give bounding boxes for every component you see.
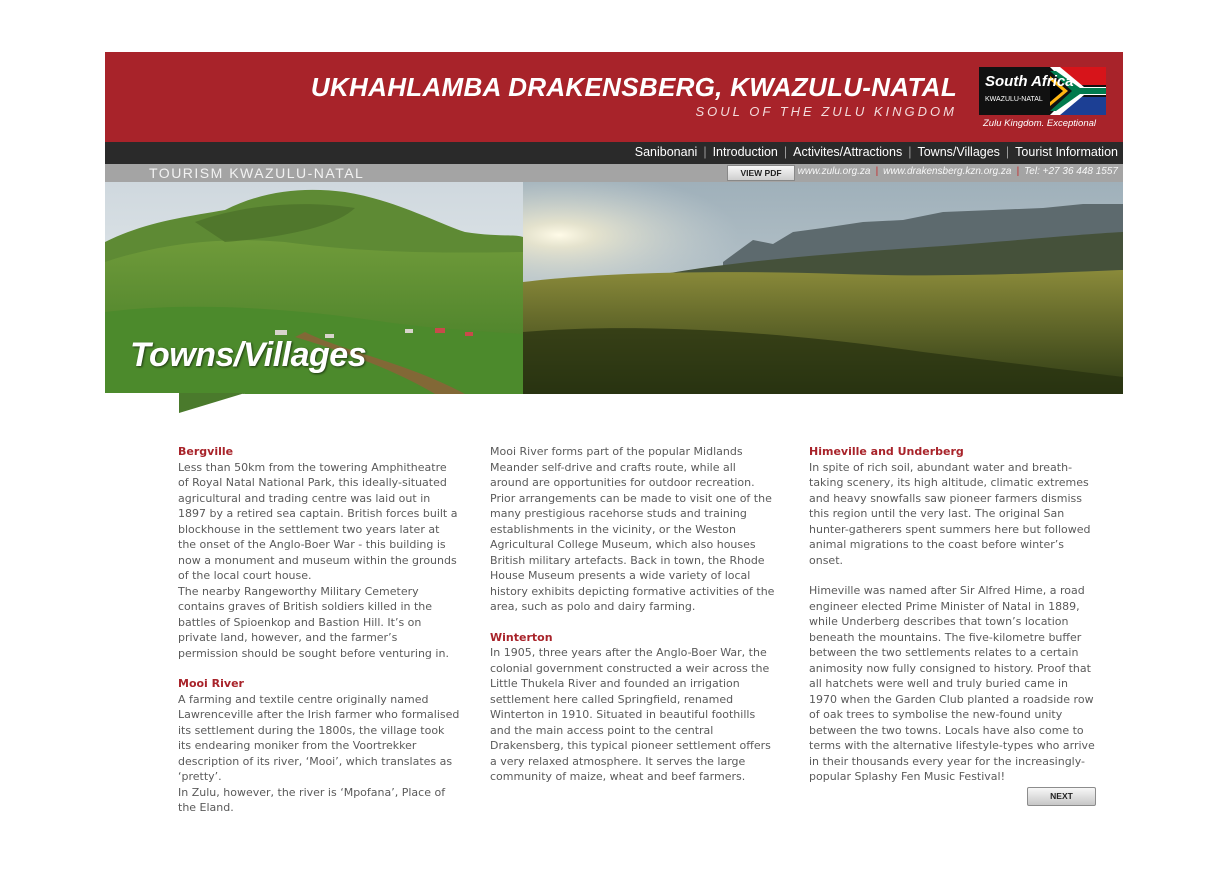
spacer bbox=[490, 615, 775, 630]
contact-divider: | bbox=[875, 166, 879, 177]
content-column-1 bbox=[178, 444, 460, 816]
hero-tab-tail bbox=[105, 393, 245, 437]
spacer bbox=[178, 661, 460, 676]
sub-bar bbox=[105, 164, 1123, 182]
section-heading-mooi-river: Mooi River bbox=[178, 677, 244, 690]
south-africa-logo[interactable] bbox=[979, 67, 1106, 131]
logo-box bbox=[979, 67, 1106, 115]
content-column-3 bbox=[809, 444, 1097, 785]
section-heading-winterton: Winterton bbox=[490, 630, 553, 644]
website-link-zulu[interactable]: www.zulu.org.za bbox=[797, 166, 871, 177]
sunset-grassland-photo bbox=[523, 182, 1123, 394]
nav-divider: | bbox=[703, 145, 707, 159]
nav-divider: | bbox=[1005, 145, 1010, 159]
logo-region-text: KWAZULU-NATAL bbox=[985, 96, 1043, 103]
nav-item-introduction[interactable]: Introduction bbox=[712, 145, 778, 159]
nav-item-activities[interactable]: Activites/Attractions bbox=[793, 145, 903, 159]
bergville-paragraph-2: The nearby Rangeworthy Military Cemetery contains graves of British soldiers killed in the battles of Spioenkop and Bastion Hill. It’s on private land, however, and the farmer’s permission should be sought before venturing in. bbox=[178, 584, 449, 660]
next-button[interactable]: NEXT bbox=[1027, 787, 1096, 806]
content-column-2 bbox=[490, 444, 775, 785]
view-pdf-button[interactable]: VIEW PDF bbox=[727, 165, 795, 181]
site-subtitle: SOUL OF THE ZULU KINGDOM bbox=[695, 104, 957, 119]
phone-number: Tel: +27 36 448 1557 bbox=[1024, 166, 1118, 177]
spacer bbox=[809, 568, 1097, 583]
nav-item-sanibonani[interactable]: Sanibonani bbox=[634, 145, 698, 159]
section-heading-bergville: Bergville bbox=[178, 445, 234, 458]
nav-divider: | bbox=[783, 145, 788, 159]
bergville-paragraph-1: Less than 50km from the towering Amphitheatre of Royal Natal National Park, this ideally-situated agricultural and trading centre was laid out in 1897 by a retired sea captain. British forces built a blockhouse in the settlement two years later at the onset of the Anglo-Boer War - this building is now a monument and museum within the grounds of the local court house. bbox=[178, 460, 458, 582]
himeville-paragraph-1: In spite of rich soil, abundant water and breath-taking scenery, its high altitude, climatic extremes and heavy snowfalls saw pioneer farmers dismiss this region until the very last. The original San hunter-gatherers spent summers here but followed animal migrations to the coast before winter’s onset. bbox=[809, 460, 1091, 567]
logo-brand-text: South Africa bbox=[985, 73, 1074, 90]
section-heading-himeville: Himeville and Underberg bbox=[809, 445, 964, 458]
site-title: UKHAHLAMBA DRAKENSBERG, KWAZULU-NATAL bbox=[310, 72, 957, 102]
contact-info bbox=[798, 166, 1118, 177]
mooi-river-paragraph-1: A farming and textile centre originally named Lawrenceville after the Irish farmer who formalised its settlement during the 1800s, the village took its endearing moniker from the Voortrekker description of its river, ‘Mooi’, which translates as ‘pretty’. bbox=[178, 692, 460, 783]
website-link-drakensberg[interactable]: www.drakensberg.kzn.org.za bbox=[883, 166, 1012, 177]
mooi-river-paragraph-3: Mooi River forms part of the popular Midlands Meander self-drive and crafts route, while all around are opportunities for outdoor recreation. Prior arrangements can be made to visit one of the many prestigious racehorse studs and training establishments in the vicinity, or the Weston Agricultural College Museum, which also houses British military artefacts. Back in town, the Rhode House Museum presents a wide variety of local history exhibits depicting formative activities of the area, such as polo and dairy farming. bbox=[490, 445, 775, 613]
nav-items bbox=[635, 145, 1118, 159]
header-banner bbox=[105, 52, 1123, 142]
nav-item-tourist-information[interactable]: Tourist Information bbox=[1015, 145, 1118, 159]
nav-divider: | bbox=[908, 145, 912, 159]
winterton-paragraph-1: In 1905, three years after the Anglo-Boer War, the colonial government constructed a weir across the Little Thukela River and founded an irrigation settlement here called Springfield, renamed Winterton in 1910. Situated in beautiful foothills and the main access point to the central Drakensberg, this typical pioneer settlement offers a very relaxed atmosphere. It serves the large community of maize, wheat and beef farmers. bbox=[490, 646, 771, 783]
mooi-river-paragraph-2: In Zulu, however, the river is ‘Mpofana’, Place of the Eland. bbox=[178, 785, 446, 814]
tourism-label: TOURISM KWAZULU-NATAL bbox=[149, 165, 365, 181]
main-nav bbox=[105, 142, 1123, 164]
nav-item-towns-villages[interactable]: Towns/Villages bbox=[917, 145, 1000, 159]
himeville-paragraph-2: Himeville was named after Sir Alfred Hime, a road engineer elected Prime Minister of Natal in 1889, while Underberg describes that town’s location beneath the mountains. The five-kilometre buffer between the two settlements relates to a certain animosity now fully consigned to history. Proof that all hatchets were well and truly buried came in 1970 when the Garden Club planted a roadside row of oak trees to symbolise the new-found unity between the two towns. Locals have also come to terms with the alternative lifestyle-types who arrive in their thousands every year for the increasingly-popular Splashy Fen Music Festival! bbox=[809, 584, 1095, 783]
contact-divider: | bbox=[1016, 166, 1020, 177]
page-title: Towns/Villages bbox=[130, 336, 367, 374]
logo-tagline: Zulu Kingdom. Exceptional bbox=[983, 118, 1097, 129]
